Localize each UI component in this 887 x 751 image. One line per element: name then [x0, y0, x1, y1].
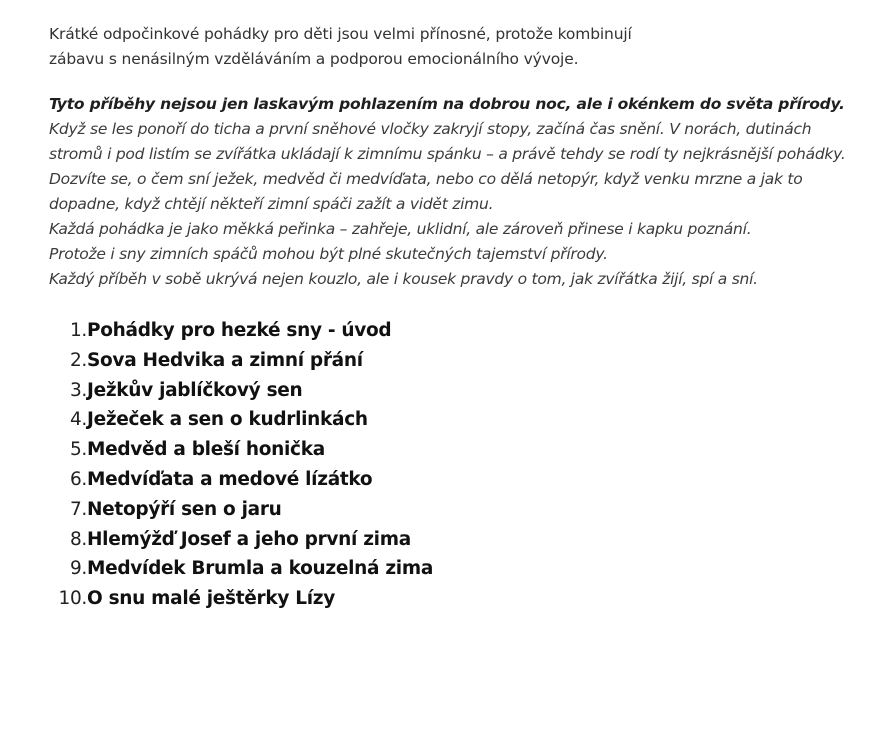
story-list-item [49, 588, 849, 618]
story-link-uvod[interactable]: Pohádky pro hezké sny - úvod [87, 320, 392, 341]
intro-paragraph: Krátké odpočinkové pohádky pro děti jsou velmi přínosné, protože kombinují zábavu s nenásilným vzděláváním a podporou emocionálního vývoje. [49, 25, 632, 68]
article-content [49, 22, 849, 618]
story-list-item [49, 409, 849, 439]
list-number: 5. [69, 439, 87, 461]
lead-heading: Tyto příběhy nejsou jen laskavým pohlazením na dobrou noc, ale i okénkem do světa přírody. [49, 95, 845, 113]
story-paragraph: Když se les ponoří do ticha a první sněhové vločky zakryjí stopy, začíná čas snění. V norách, dutinách stromů i pod listím se zvířátka ukládají k zimnímu spánku – a právě tehdy se rodí ty nejkrásnější pohádky. [49, 120, 846, 163]
story-link-netopyr[interactable]: Netopýří sen o jaru [87, 498, 282, 520]
story-paragraph: Každá pohádka je jako měkká peřinka – zahřeje, uklidní, ale zároveň přinese i kapku poznání. [49, 220, 752, 238]
story-link-sova-hedvika[interactable]: Sova Hedvika a zimní přání [87, 349, 363, 371]
list-number: 8. [69, 528, 87, 550]
story-list-item [49, 499, 849, 529]
list-number: 2. [69, 349, 87, 371]
story-link-hlemyzd[interactable]: Hlemýžď Josef a jeho první zima [87, 528, 411, 550]
story-link-jezkuv-sen[interactable]: Ježkův jablíčkový sen [87, 379, 303, 401]
story-list-item [49, 439, 849, 469]
list-number: 1. [69, 320, 87, 341]
story-link-jesterka[interactable]: O snu malé ještěrky Lízy [87, 588, 336, 610]
story-list-item [49, 320, 849, 350]
story-list-item [49, 350, 849, 380]
story-paragraph: Protože i sny zimních spáčů mohou být plné skutečných tajemství přírody. [49, 245, 608, 263]
story-link-medved[interactable]: Medvěd a bleší honička [87, 439, 325, 461]
story-list-item [49, 529, 849, 559]
story-link-jezecek[interactable]: Ježeček a sen o kudrlinkách [87, 409, 368, 431]
story-list-item [49, 469, 849, 499]
story-link-brumla[interactable]: Medvídek Brumla a kouzelná zima [87, 558, 434, 580]
story-paragraph: Každý příběh v sobě ukrývá nejen kouzlo, ale i kousek pravdy o tom, jak zvířátka žijí, spí a sní. [49, 270, 758, 288]
story-list [49, 320, 849, 618]
story-link-medvidata[interactable]: Medvíďata a medové lízátko [87, 468, 373, 490]
story-paragraph: Dozvíte se, o čem sní ježek, medvěd či medvíďata, nebo co dělá netopýr, když venku mrzne a jak to dopadne, když chtějí někteří zimní spáči zažít a vidět zimu. [49, 170, 803, 213]
list-number: 9. [69, 558, 87, 580]
list-number: 6. [69, 468, 87, 490]
list-number: 10. [58, 588, 87, 610]
list-number: 4. [69, 409, 87, 431]
list-number: 7. [69, 498, 87, 520]
list-number: 3. [69, 379, 87, 401]
story-list-item [49, 558, 849, 588]
story-list-item [49, 380, 849, 410]
